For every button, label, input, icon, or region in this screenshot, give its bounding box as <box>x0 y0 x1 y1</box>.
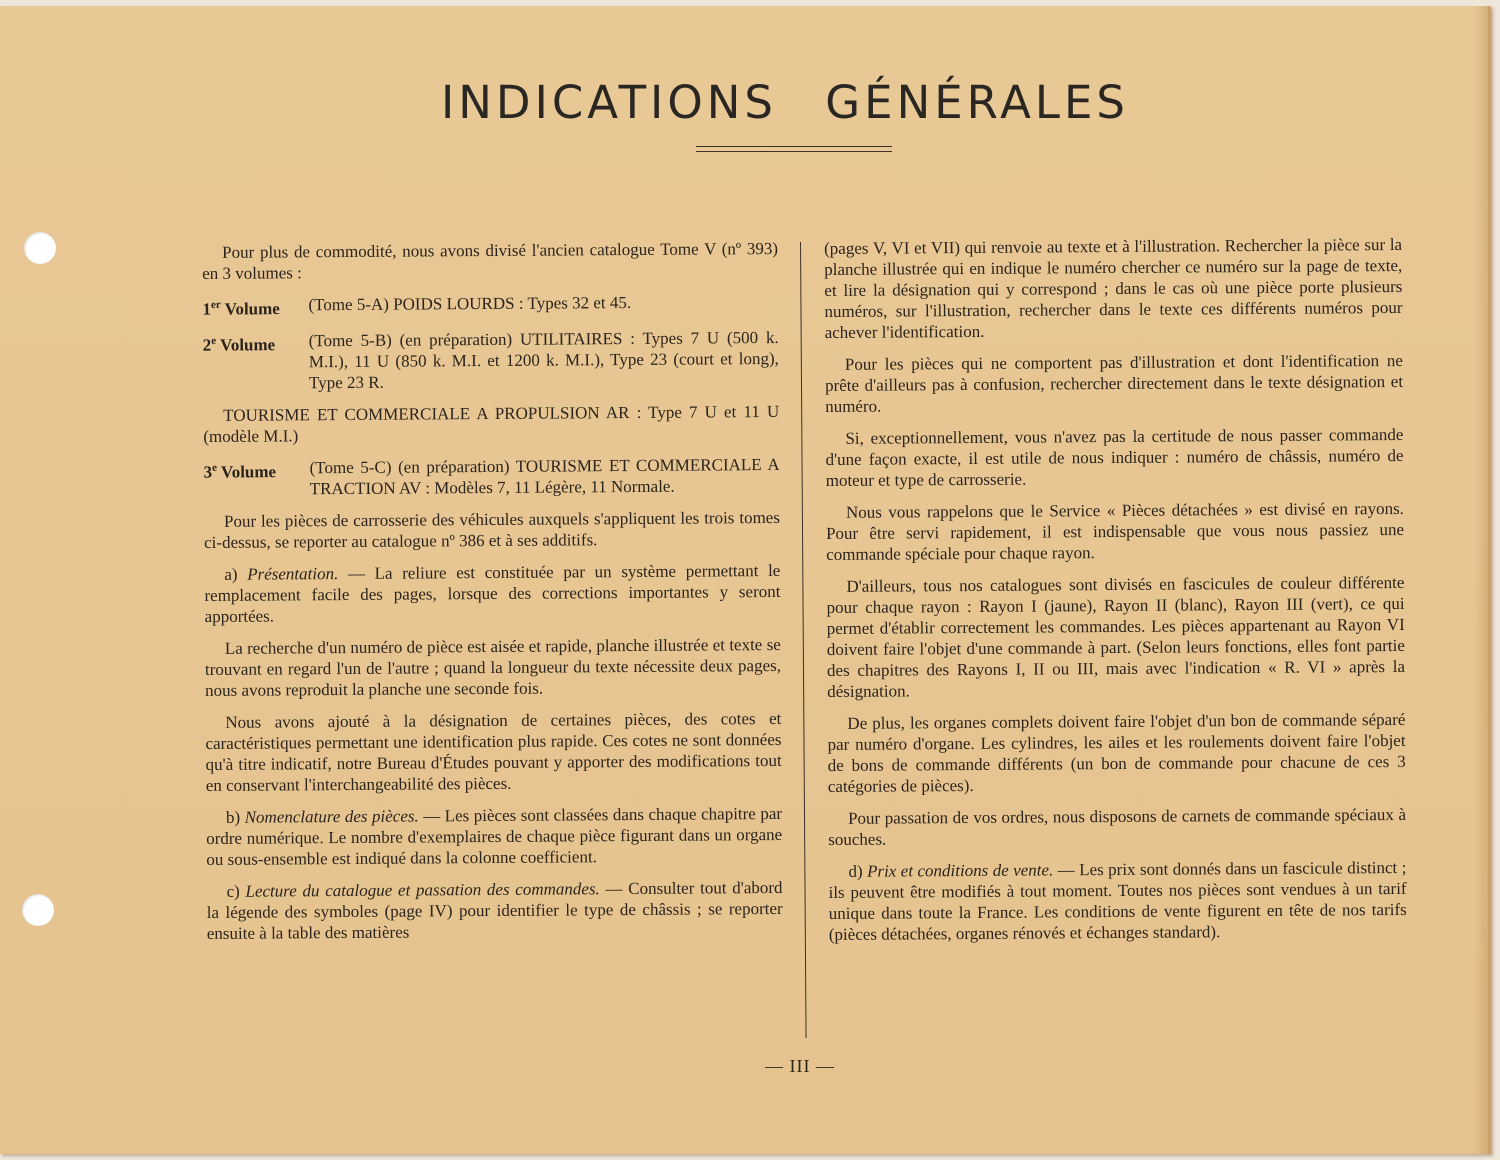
lecture-paragraph <box>206 877 782 944</box>
carrosserie-paragraph: Pour les pièces de carrosserie des véhicules auxquels s'appliquent les trois tomes ci-dessus, se reporter au catalogue nº 386 et à ses additifs. <box>204 507 781 552</box>
catalogue-page <box>0 6 1491 1154</box>
certitude-paragraph: Si, exceptionnellement, vous n'avez pas la certitude de nous passer commande d'une façon exacte, il est utile de nous indiquer : numéro de châssis, numéro de moteur et type de carrosserie. <box>825 424 1404 490</box>
presentation-prefix: a) <box>224 564 248 584</box>
volume-1-label <box>202 294 308 319</box>
page-number: — III — <box>765 1056 835 1076</box>
sans-illustration-paragraph: Pour les pièces qui ne comportent pas d'illustration et dont l'identification ne prête d'ailleurs pas à confusion, rechercher directement dans le texte désignation et numéro. <box>824 350 1404 416</box>
volume-2-extra: TOURISME ET COMMERCIALE A PROPULSION AR : Type 7 U et 11 U (modèle M.I.) <box>203 401 780 446</box>
volume-2-entry <box>203 327 779 394</box>
presentation-text: — La reliure est constituée par un système permettant le remplacement facile des pages, lorsque des corrections importantes y seront apportées. <box>204 560 781 626</box>
volume-2-suffix: e <box>211 334 217 347</box>
volume-1-text: (Tome 5-A) POIDS LOURDS : Types 32 et 45. <box>308 293 632 315</box>
right-column <box>824 234 1407 956</box>
volume-3-text: (Tome 5-C) (en préparation) TOURISME ET COMMERCIALE A TRACTION AV : Modèles 7, 11 Légère, 11 Normale. <box>309 454 780 498</box>
title-rule-lower <box>696 151 892 152</box>
nomenclature-paragraph <box>206 803 782 870</box>
volume-1-word: Volume <box>224 299 280 319</box>
volume-3-word: Volume <box>220 461 277 482</box>
volume-3-label <box>204 457 310 500</box>
volume-2-number: 2 <box>202 335 212 355</box>
punch-hole-bottom <box>22 894 54 926</box>
prix-paragraph <box>828 857 1407 945</box>
volume-1-entry <box>202 291 778 320</box>
lecture-heading: Lecture du catalogue et passation des commandes. <box>245 878 600 901</box>
volume-3-entry <box>204 454 780 500</box>
volume-2-label <box>203 330 309 394</box>
nomenclature-heading: Nomenclature des pièces. <box>244 806 419 827</box>
prix-heading: Prix et conditions de vente. <box>866 860 1054 881</box>
volume-1-suffix: er <box>210 298 221 311</box>
page-title: INDICATIONS GÉNÉRALES <box>441 76 1129 130</box>
presentation-paragraph <box>204 560 780 627</box>
fascicules-paragraph: D'ailleurs, tous nos catalogues sont divisés en fascicules de couleur différente pour chaque rayon : Rayon I (jaune), Rayon II (blanc), Rayon III (vert), ce qui permet d'établir correctement les commandes. Les pièces appartenant au Rayon VI doivent faire l'objet d'une commande à part. (Selon leurs fonctions, elles font partie des chapitres des Rayons I, II ou III, mais avec l'indication « R. VI » après la désignation. <box>826 572 1406 701</box>
carnets-paragraph: Pour passation de vos ordres, nous disposons de carnets de commande spéciaux à souches. <box>828 804 1407 849</box>
organes-paragraph: De plus, les organes complets doivent faire l'objet d'un bon de commande séparé par numéro d'organe. Les cylindres, les ailes et les roulements doivent faire l'objet de bons de commande différents (un bon de commande pour chacune de ces 3 catégories de pièces). <box>827 709 1406 796</box>
left-column <box>202 238 783 955</box>
punch-hole-top <box>24 232 56 264</box>
title-rule-upper <box>696 146 892 147</box>
column-divider <box>800 242 807 1038</box>
lecture-prefix: c) <box>226 881 246 901</box>
prix-text: — Les prix sont donnés dans un fascicule distinct ; ils peuvent être modifiés à tout moment. Toutes nos pièces sont vendues à un tarif unique dans toute la France. Les conditions de vente figurent en tête de nos tarifs (pièces détachées, organes rénovés et échanges standard). <box>828 857 1407 944</box>
volume-3-suffix: e <box>212 461 218 474</box>
prix-prefix: d) <box>848 861 868 881</box>
volume-2-word: Volume <box>219 334 276 355</box>
volume-1-number: 1 <box>202 299 212 319</box>
continuation-paragraph: (pages V, VI et VII) qui renvoie au texte et à l'illustration. Rechercher la pièce sur la planche illustrée qui en indique le numéro chercher ce numéro sur la page de texte, et lire la désignation qui y correspond ; dans le cas où une pièce porte plusieurs numéros, sur l'illustration, rechercher dans le texte ces différents numéros pour achever l'identification. <box>824 234 1403 342</box>
presentation-heading: Présentation. <box>247 563 339 584</box>
volume-2-text: (Tome 5-B) (en préparation) UTILITAIRES : Types 7 U (500 k. M.I.), 11 U (850 k. M.I. et 1200 k. M.I.), Type 23 (court et long), Type 23 R. <box>308 327 779 392</box>
nomenclature-prefix: b) <box>225 807 245 827</box>
service-paragraph: Nous vous rappelons que le Service « Pièces détachées » est divisé en rayons. Pour être servi rapidement, il est indispensable que vous nous passiez une commande spéciale pour chaque rayon. <box>825 498 1405 564</box>
intro-paragraph: Pour plus de commodité, nous avons divisé l'ancien catalogue Tome V (nº 393) en 3 volumes : <box>202 238 779 283</box>
lecture-text: — Consulter tout d'abord la légende des symboles (page IV) pour identifier le type de châssis ; se reporter ensuite à la table des matières <box>206 877 783 943</box>
recherche-paragraph: La recherche d'un numéro de pièce est aisée et rapide, planche illustrée et texte se trouvant en regard l'un de l'autre ; quand la longueur du texte nécessite deux pages, nous avons reproduit la planche une seconde fois. <box>204 634 782 700</box>
volume-3-number: 3 <box>203 462 213 482</box>
cotes-paragraph: Nous avons ajouté à la désignation de certaines pièces, des cotes et caractéristiques permettant une identification plus rapide. Ces cotes ne sont données qu'à titre indicatif, notre Bureau d'Études pouvant y apporter des modifications tout en conservant l'interchangeabilité des pièces. <box>205 708 782 795</box>
nomenclature-text: — Les pièces sont classées dans chaque chapitre par ordre numérique. Le nombre d'exemplaires de chaque pièce figurant dans un organe ou sous-ensemble est indiqué dans la colonne coefficient. <box>206 803 783 869</box>
